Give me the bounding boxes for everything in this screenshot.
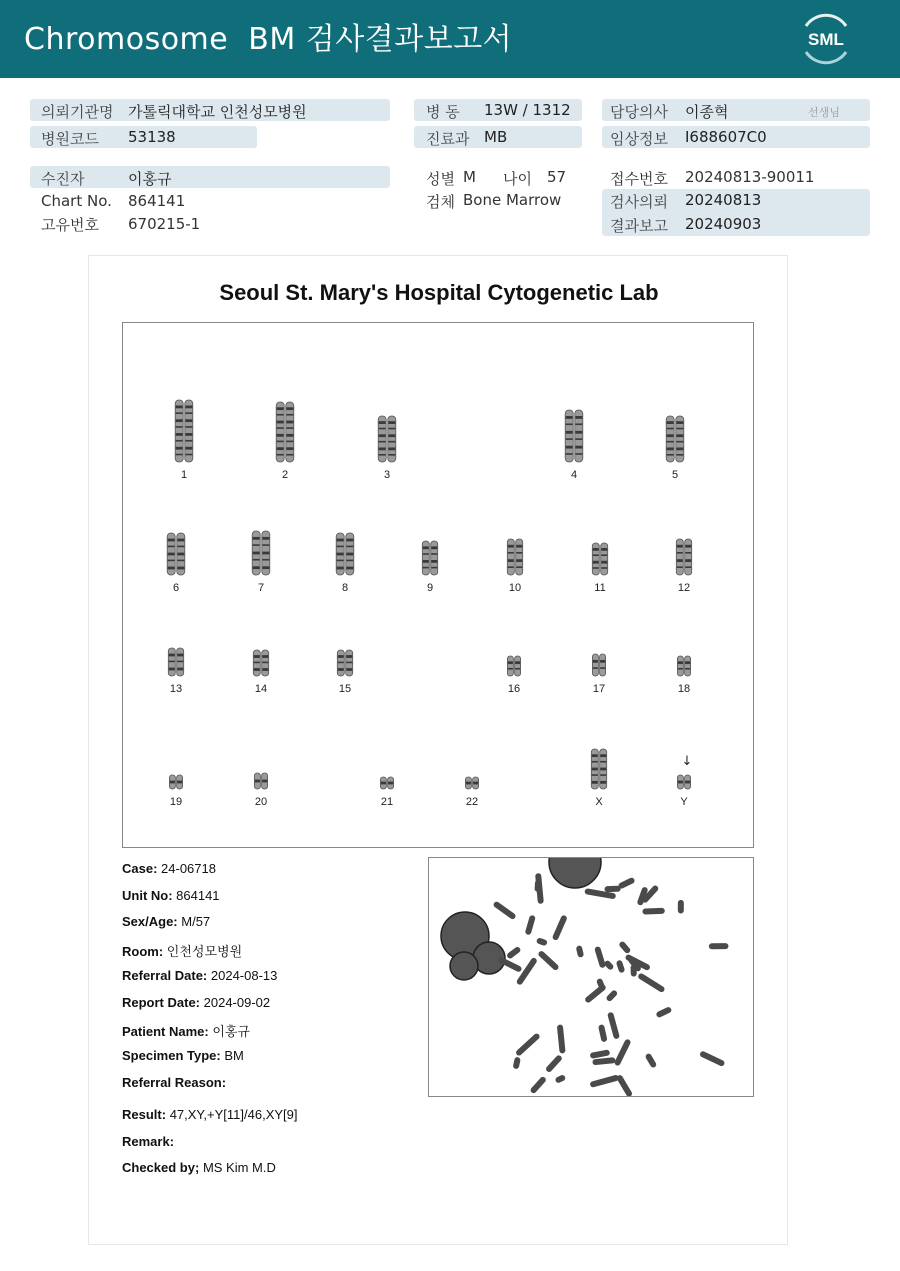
ward-field <box>414 99 582 121</box>
chromosome-label: 16 <box>507 683 521 695</box>
case-line-value: 2024-08-13 <box>207 967 278 983</box>
karyogram <box>122 322 754 848</box>
chromosome-pair <box>168 648 183 676</box>
metaphase-chromosome <box>637 972 666 993</box>
specimen-label: 검체 <box>426 193 455 211</box>
patient-field <box>30 166 390 188</box>
metaphase-chromosome <box>616 960 626 974</box>
chromosome-label: 17 <box>592 683 606 695</box>
chromosome-label: 5 <box>671 469 679 481</box>
remark-line <box>122 1134 174 1149</box>
case-line-label: Referral Date: <box>122 967 208 983</box>
case-line-label: Room: <box>122 944 164 960</box>
sml-logo <box>798 12 854 66</box>
chromosome-label: 10 <box>508 582 522 594</box>
hospital-code-field <box>30 126 257 148</box>
chromosome-pair <box>169 775 182 789</box>
chromosome-pair <box>422 541 437 575</box>
case-line-value: 인천성모병원 <box>163 944 243 960</box>
metaphase-chromosome <box>598 1024 608 1042</box>
chromosome-pair <box>167 533 185 575</box>
dept-value: MB <box>484 128 508 146</box>
clinical-field <box>602 126 870 148</box>
case-line-value: 864141 <box>172 887 220 903</box>
chromosome-pair <box>276 402 294 462</box>
case-line-label: Case: <box>122 861 158 876</box>
metaphase-chromosome <box>642 908 665 915</box>
metaphase-chromosome <box>699 1050 725 1067</box>
chromosome-label: 14 <box>254 683 268 695</box>
metaphase-chromosome <box>678 900 684 914</box>
dept-label: 진료과 <box>426 130 470 148</box>
patient-label: 수진자 <box>41 170 85 188</box>
hospital-code-label: 병원코드 <box>41 130 99 148</box>
metaphase-chromosome <box>589 1074 619 1088</box>
case-line-label: Specimen Type: <box>122 1047 221 1063</box>
doctor-value: 이종혁 <box>685 103 729 121</box>
chromosome-pair <box>591 749 606 789</box>
dept-field <box>414 126 582 148</box>
metaphase-chromosome <box>584 983 607 1003</box>
chromosome-pair <box>676 539 691 575</box>
clinical-label: 임상정보 <box>610 130 668 148</box>
chromosome-label: 12 <box>677 582 691 594</box>
case-line-label: Report Date: <box>122 994 201 1010</box>
sex-label: 성별 <box>426 170 455 188</box>
case-line <box>122 968 277 983</box>
chromosome-pair <box>666 416 684 462</box>
chromosome-label: 8 <box>341 582 349 594</box>
request-value: 20240813 <box>685 191 762 209</box>
chromosome-pair <box>507 656 520 676</box>
metaphase-chromosome <box>614 1038 632 1066</box>
doctor-suffix: 선생님 <box>808 106 840 119</box>
metaphase-chromosome <box>492 901 516 921</box>
ward-value: 13W / 1312 <box>484 101 571 119</box>
report-date-value: 20240903 <box>685 215 762 233</box>
nucleus <box>549 858 601 888</box>
chromosome-pair <box>378 416 396 462</box>
page-title: Chromosome BM 검사결과보고서 <box>24 22 513 57</box>
lab-title: Seoul St. Mary's Hospital Cytogenetic Lab <box>219 280 659 305</box>
chromosome-pair <box>507 539 522 575</box>
chromosome-label: 11 <box>594 582 606 594</box>
age-label: 나이 <box>503 170 532 188</box>
case-line-label: Patient Name: <box>122 1024 209 1040</box>
chromosome-label: 2 <box>281 469 289 481</box>
metaphase-chromosome <box>709 943 729 949</box>
metaphase-chromosome <box>552 914 568 941</box>
metaphase-chromosome <box>536 937 548 946</box>
institution-field <box>30 99 390 121</box>
institution-value: 가톨릭대학교 인천성모병원 <box>128 103 307 121</box>
age-value: 57 <box>547 168 567 186</box>
metaphase-chromosome <box>594 946 606 969</box>
metaphase-image <box>428 857 754 1097</box>
chromosome-pair <box>677 775 690 789</box>
chromosome-pair <box>565 410 583 462</box>
case-line <box>122 941 242 960</box>
metaphase-chromosome <box>513 1057 521 1070</box>
metaphase-chromosome <box>529 1076 547 1095</box>
result-label: Result: <box>122 1107 167 1122</box>
metaphase-chromosome <box>607 1012 620 1040</box>
chromosome-label: 13 <box>169 683 183 695</box>
chromosome-label: 4 <box>570 469 578 481</box>
case-line-label: Sex/Age: <box>122 914 178 930</box>
chromosome-label: 15 <box>338 683 352 695</box>
chromosome-pair <box>465 777 478 789</box>
arrow-down-icon: ↓ <box>681 754 693 769</box>
chromosome-pair <box>592 543 607 575</box>
patient-value: 이홍규 <box>128 170 172 188</box>
metaphase-chromosome <box>605 989 618 1002</box>
case-line <box>122 1048 244 1063</box>
metaphase-chromosome <box>537 950 560 971</box>
report-date-label: 결과보고 <box>610 217 668 235</box>
clinical-value: I688607C0 <box>685 128 767 146</box>
chart-value: 864141 <box>128 192 186 210</box>
case-line-value: M/57 <box>177 914 211 930</box>
chromosome-label: 3 <box>383 469 391 481</box>
receipt-label: 접수번호 <box>610 170 668 188</box>
case-line <box>122 1075 226 1090</box>
karyotype-report <box>88 255 788 1245</box>
metaphase-chromosome <box>515 1032 541 1056</box>
chromosome-pair <box>677 656 690 676</box>
sex-value: M <box>463 168 476 186</box>
result-value: 47,XY,+Y[11]/46,XY[9] <box>169 1107 298 1122</box>
doctor-label: 담당의사 <box>610 103 668 121</box>
metaphase-chromosome <box>655 1006 672 1018</box>
chromosome-pair <box>336 533 354 575</box>
metaphase-chromosome <box>557 1024 566 1053</box>
chromosome-pair <box>380 777 393 789</box>
metaphase-chromosome <box>592 1057 615 1065</box>
chromosome-pair <box>337 650 352 676</box>
metaphase-chromosome <box>645 1053 658 1069</box>
chromosome-pair <box>252 531 270 575</box>
receipt-value: 20240813-90011 <box>685 168 815 186</box>
checked-value: MS Kim M.D <box>202 1160 276 1175</box>
metaphase-chromosome <box>545 1054 563 1073</box>
chromosome-label: X <box>595 796 603 808</box>
chromosome-pair <box>175 400 193 462</box>
chromosome-label: 18 <box>677 683 691 695</box>
chromosome-label: 1 <box>180 469 188 481</box>
case-line <box>122 861 216 876</box>
doctor-field <box>602 99 870 121</box>
metaphase-chromosome <box>618 940 631 954</box>
report-header <box>0 0 900 78</box>
chromosome-pair <box>254 773 267 789</box>
metaphase-chromosome <box>525 915 536 936</box>
chromosome-pair <box>253 650 268 676</box>
specimen-value: Bone Marrow <box>463 191 562 209</box>
metaphase-chromosome <box>554 1074 566 1084</box>
chart-label: Chart No. <box>41 192 112 210</box>
checked-label: Checked by; <box>122 1160 200 1175</box>
case-line-value: 2024-09-02 <box>200 994 271 1010</box>
chromosome-label: 22 <box>465 796 479 808</box>
ward-label: 병 동 <box>426 103 460 121</box>
case-line <box>122 914 210 929</box>
chromosome-label: Y <box>680 796 688 808</box>
metaphase-chromosome <box>590 1049 611 1059</box>
id-value: 670215-1 <box>128 215 201 233</box>
institution-label: 의뢰기관명 <box>41 103 114 121</box>
hospital-code-value: 53138 <box>128 128 176 146</box>
metaphase-chromosome <box>534 880 541 892</box>
remark-label: Remark: <box>122 1134 175 1149</box>
case-line-value: BM <box>220 1047 244 1063</box>
result-line <box>122 1107 298 1122</box>
dates-field <box>602 189 870 236</box>
case-line-value: 이홍규 <box>208 1024 250 1040</box>
request-label: 검사의뢰 <box>610 193 668 211</box>
checked-line <box>122 1160 276 1175</box>
chromosome-label: 19 <box>169 796 183 808</box>
nucleus <box>450 952 478 980</box>
case-line-label: Referral Reason: <box>122 1074 227 1090</box>
case-line-value: 24-06718 <box>157 861 216 876</box>
metaphase-chromosome <box>616 1074 633 1096</box>
karyogram-svg <box>123 323 753 847</box>
logo-text: SML <box>808 30 844 49</box>
chromosome-pair <box>592 654 605 676</box>
metaphase-chromosome <box>604 886 620 893</box>
case-line <box>122 888 220 903</box>
chromosome-label: 6 <box>172 582 180 594</box>
metaphase-svg <box>429 858 753 1096</box>
case-line-label: Unit No: <box>122 887 173 903</box>
chromosome-label: 21 <box>380 796 394 808</box>
case-line <box>122 1021 250 1040</box>
metaphase-chromosome <box>630 964 636 976</box>
metaphase-chromosome <box>506 946 522 960</box>
chromosome-label: 7 <box>257 582 265 594</box>
metaphase-chromosome <box>576 945 585 958</box>
chromosome-label: 20 <box>254 796 268 808</box>
case-line <box>122 995 270 1010</box>
chromosome-label: 9 <box>426 582 434 594</box>
id-label: 고유번호 <box>41 216 99 234</box>
